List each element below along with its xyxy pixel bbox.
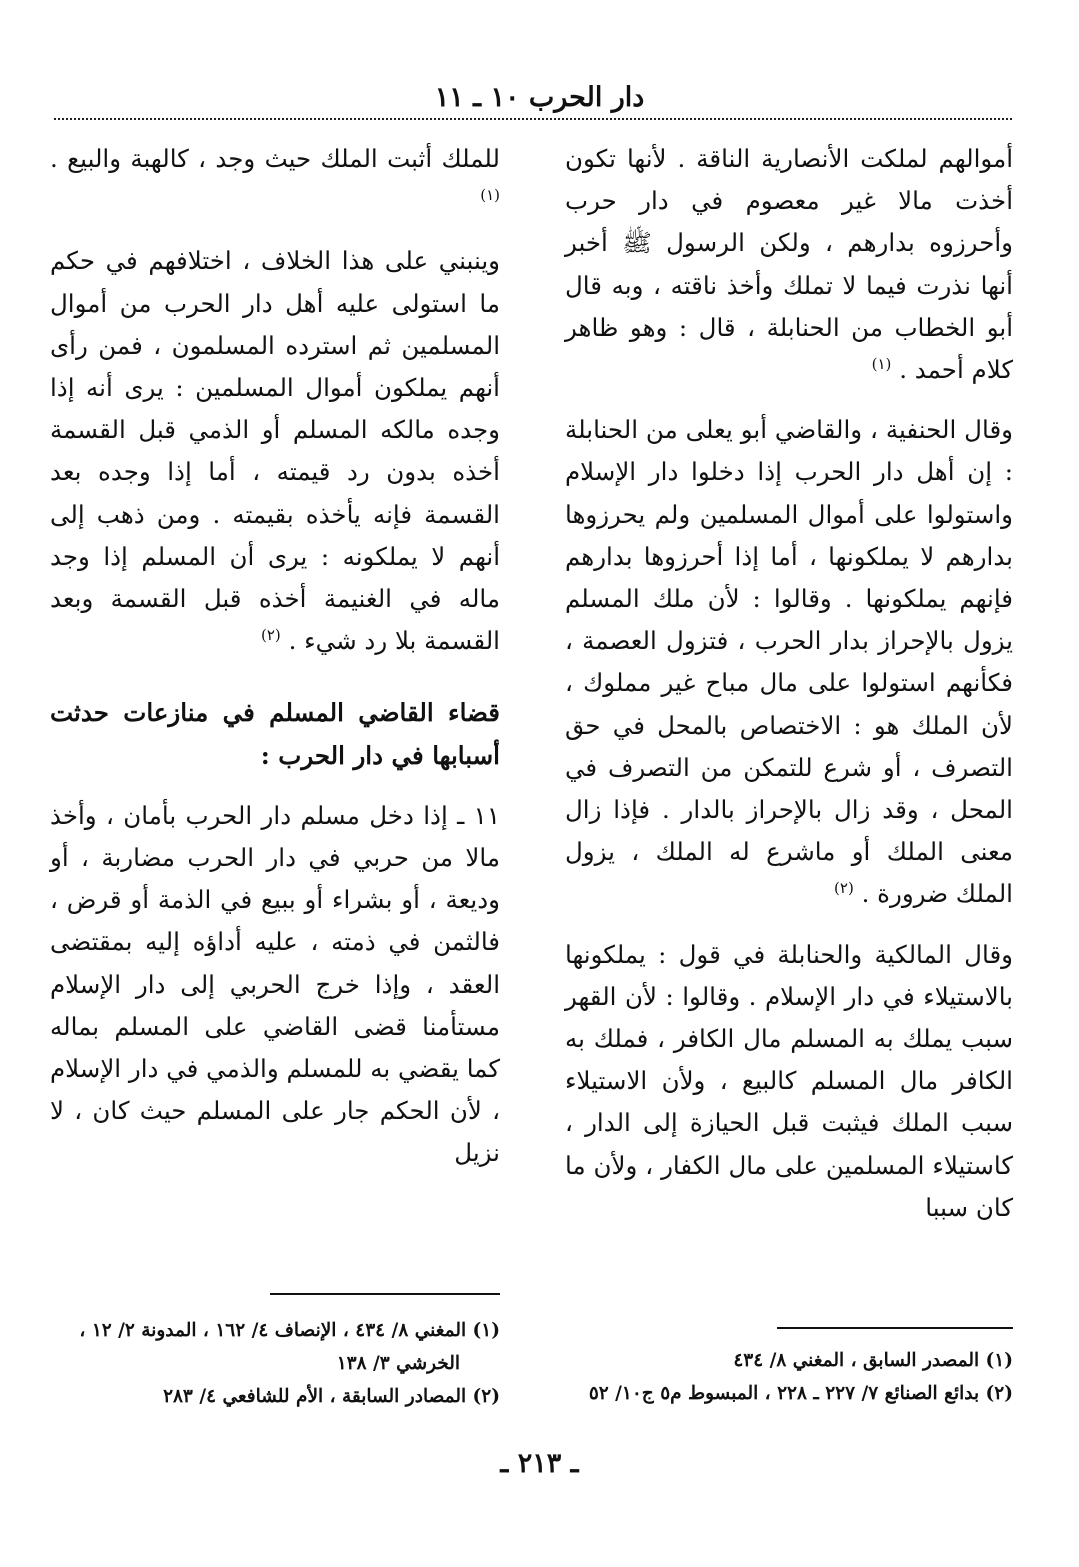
left-paragraph-1-text: للملك أثبت الملك حيث وجد ، كالهبة والبيع . [50, 144, 500, 173]
left-footnote-1: (١) المغني ٨/ ٤٣٤ ، الإنصاف ٤/ ١٦٢ ، المدونة ٢/ ١٢ ، [79, 1320, 500, 1341]
footnote-ref: (١) [480, 186, 500, 205]
footnote-ref: (١) [871, 354, 892, 373]
right-paragraph-2-text: وقال الحنفية ، والقاضي أبو يعلى من الحنابلة : إن أهل دار الحرب إذا دخلوا دار الإسلام واستولوا على أموال المسلمين ولم يحرزوها بدارهم لا يملكونها ، أما إذا أحرزوها بدارهم فإنهم يملكونها . وقالوا : لأن ملك المسلم يزول بالإحراز بدار الحرب ، فتزول العصمة ، فكأنهم استولوا على مال مباح غير مملوك ، لأن الملك هو : الاختصاص بالمحل في حق التصرف ، أو شرع للتمكن من التصرف في المحل ، وقد زال بالإحراز بالدار . فإذا زال معنى الملك أو ماشرع له الملك ، يزول الملك ضرورة . [565, 415, 1013, 909]
left-paragraph-3: ١١ ـ إذا دخل مسلم دار الحرب بأمان ، وأخذ مالا من حربي في دار الحرب مضاربة ، أو وديعة ، أو بشراء أو ببيع في الذمة أو قرض ، فالثمن في ذمته ، عليه أداؤه إليه بمقتضى العقد ، وإذا خرج الحربي إلى دار الإسلام مستأمنا قضى القاضي على المسلم بماله كما يقضي به للمسلم والذمي في دار الإسلام ، لأن الحكم جار على المسلم حيث كان ، لا نزيل [50, 800, 500, 1168]
section-gap [50, 662, 500, 692]
right-footnote-rule [777, 1327, 1013, 1329]
right-paragraph-3: وقال المالكية والحنابلة في قول : يملكونها بالاستيلاء في دار الإسلام . وقالوا : لأن القهر سبب يملك به المسلم مال الكافر ، فملك به الكافر مال المسلم كالبيع ، ولأن الاستيلاء سبب الملك فيثبت قبل الحيازة إلى الدار ، كاستيلاء المسلمين على مال الكفار ، ولأن ما كان سببا [565, 939, 1013, 1222]
left-column [50, 138, 500, 1175]
right-paragraph-1 [565, 138, 1013, 391]
footnote-ref: (٢) [834, 879, 854, 898]
left-footnotes [50, 1314, 500, 1413]
left-paragraph-1 [50, 138, 500, 222]
right-footnotes [565, 1344, 1013, 1410]
header-dotted-rule [54, 118, 1012, 120]
right-footnote-1: (١) المصدر السابق ، المغني ٨/ ٤٣٤ [733, 1350, 1013, 1371]
right-column [565, 138, 1013, 1229]
footnote-ref: (٢) [261, 626, 281, 645]
right-paragraph-2 [565, 409, 1013, 915]
left-footnote-2: (٢) المصادر السابقة ، الأم للشافعي ٤/ ٢٨٣ [163, 1386, 500, 1407]
right-footnote-2: (٢) بدائع الصنائع ٧/ ٢٢٧ ـ ٢٢٨ ، المبسوط م٥ ج١٠/ ٥٢ [588, 1383, 1013, 1404]
left-footnote-1-continued: الخرشي ٣/ ١٣٨ [336, 1353, 460, 1374]
running-header: دار الحرب ١٠ ـ ١١ [434, 82, 645, 113]
left-paragraph-2-text: وينبني على هذا الخلاف ، اختلافهم في حكم ما استولى عليه أهل دار الحرب من أموال المسلمين ثم استرده المسلمون ، فمن رأى أنهم يملكون أموال المسلمين : يرى أنه إذا وجده مالكه المسلم أو الذمي قبل القسمة أخذه بدون رد قيمته ، أما إذا وجده بعد القسمة فإنه يأخذه بقيمته . ومن ذهب إلى أنهم لا يملكونه : يرى أن المسلم إذا وجد ماله في الغنيمة أخذه قبل القسمة وبعد القسمة بلا رد شيء . [50, 246, 500, 656]
right-paragraph-1-text: أموالهم لملكت الأنصارية الناقة . لأنها تكون أخذت مالا غير معصوم في دار حرب وأحرزوه بدارهم ، ولكن الرسول ﷺ أخبر أنها نذرت فيما لا تملك وأخذ ناقته ، وبه قال أبو الخطاب من الحنابلة ، قال : وهو ظاهر كلام أحمد . [565, 144, 1013, 385]
left-footnote-rule [270, 1293, 500, 1295]
page-number: ـ ٢١٣ ـ [500, 1448, 579, 1479]
left-paragraph-2 [50, 240, 500, 662]
section-heading: قضاء القاضي المسلم في منازعات حدثت أسبابها في دار الحرب : [50, 698, 500, 770]
